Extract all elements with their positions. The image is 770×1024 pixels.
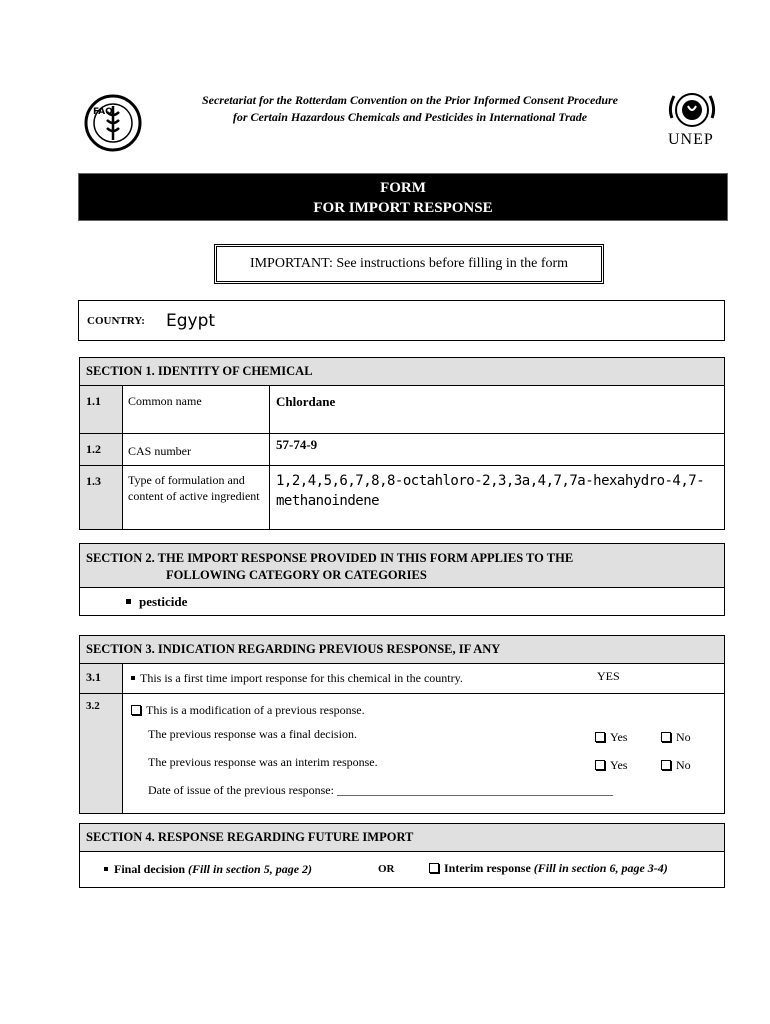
future-import-row <box>80 852 725 888</box>
interim-yes-label: Yes <box>610 758 628 772</box>
final-decision-option[interactable] <box>104 862 312 877</box>
header-line-2: for Certain Hazardous Chemicals and Pesticides in International Trade <box>232 110 588 124</box>
section-2-heading-line-2: FOLLOWING CATEGORY OR CATEGORIES <box>166 568 427 582</box>
section-3-heading: SECTION 3. INDICATION REGARDING PREVIOUS RESPONSE, IF ANY <box>80 636 725 664</box>
category-label: pesticide <box>139 594 188 609</box>
bullet-icon <box>104 867 108 871</box>
bullet-icon <box>126 599 131 604</box>
section-3-table <box>79 635 725 814</box>
final-yes-option[interactable] <box>595 730 627 745</box>
country-value[interactable]: Egypt <box>166 311 216 331</box>
first-time-response-row <box>123 664 725 694</box>
common-name-value[interactable]: Chlordane <box>270 386 725 434</box>
interim-yes-option[interactable] <box>595 758 627 773</box>
fao-logo <box>84 94 142 152</box>
formulation-label: Type of formulation and content of active ingredient <box>123 466 270 530</box>
unep-logo <box>664 88 720 150</box>
interim-response-label: Interim response <box>444 861 531 875</box>
modification-text: This is a modification of a previous response. <box>146 703 365 717</box>
unep-logo-text: UNEP <box>668 131 714 148</box>
section-2-heading-line-1: SECTION 2. THE IMPORT RESPONSE PROVIDED IN THIS FORM APPLIES TO THE <box>86 551 574 565</box>
section-4-heading: SECTION 4. RESPONSE REGARDING FUTURE IMPORT <box>80 824 725 852</box>
modification-row <box>123 694 725 814</box>
important-notice: IMPORTANT: See instructions before filling in the form <box>214 244 604 284</box>
form-title <box>78 173 728 221</box>
checkbox-icon[interactable] <box>429 863 439 873</box>
interim-no-label: No <box>676 758 691 772</box>
form-title-line-1: FORM <box>380 180 426 196</box>
final-decision-note: (Fill in section 5, page 2) <box>188 862 313 876</box>
category-pesticide[interactable] <box>80 588 725 616</box>
or-separator: OR <box>378 863 395 875</box>
previous-response-date[interactable]: Date of issue of the previous response: ______________________________________________ <box>148 783 613 797</box>
interim-no-option[interactable] <box>661 758 691 773</box>
row-3-1-num: 3.1 <box>80 664 123 694</box>
final-no-label: No <box>676 730 691 744</box>
first-time-text: This is a first time import response for this chemical in the country. <box>140 671 463 685</box>
country-label: COUNTRY: <box>87 315 145 327</box>
interim-response-note: (Fill in section 6, page 3-4) <box>533 861 668 875</box>
checkbox-icon[interactable] <box>661 732 671 742</box>
row-1-1-num: 1.1 <box>80 386 123 434</box>
section-2-table <box>79 543 725 616</box>
section-2-heading <box>80 544 725 588</box>
cas-number-value[interactable]: 57-74-9 <box>270 434 725 466</box>
checkbox-icon[interactable] <box>595 760 605 770</box>
checkbox-icon[interactable] <box>595 732 605 742</box>
secretariat-header <box>160 92 660 126</box>
form-title-line-2: FOR IMPORT RESPONSE <box>313 200 493 216</box>
country-box <box>78 300 725 341</box>
common-name-label: Common name <box>123 386 270 434</box>
section-1-heading: SECTION 1. IDENTITY OF CHEMICAL <box>80 358 725 386</box>
bullet-icon <box>131 676 135 680</box>
final-decision-label: Final decision <box>114 862 186 876</box>
section-1-table <box>79 357 725 530</box>
interim-decision-text: The previous response was an interim response. <box>148 755 378 769</box>
checkbox-icon[interactable] <box>131 705 141 715</box>
header-line-1: Secretariat for the Rotterdam Convention on the Prior Informed Consent Procedure <box>201 93 619 107</box>
section-4-table <box>79 823 725 888</box>
row-1-3-num: 1.3 <box>80 466 123 530</box>
modification-checkbox-row[interactable] <box>131 703 365 718</box>
first-time-answer[interactable]: YES <box>597 669 620 683</box>
cas-number-label: CAS number <box>123 434 270 466</box>
formulation-value[interactable]: 1,2,4,5,6,7,8,8-octahloro-2,3,3a,4,7,7a-hexahydro-4,7-methanoindene <box>270 466 725 530</box>
interim-response-option[interactable] <box>429 861 668 876</box>
final-yes-label: Yes <box>610 730 628 744</box>
fao-letter-f: FAO <box>93 107 113 117</box>
final-decision-text: The previous response was a final decision. <box>148 727 357 741</box>
row-3-2-num: 3.2 <box>80 694 123 814</box>
row-1-2-num: 1.2 <box>80 434 123 466</box>
final-no-option[interactable] <box>661 730 691 745</box>
checkbox-icon[interactable] <box>661 760 671 770</box>
